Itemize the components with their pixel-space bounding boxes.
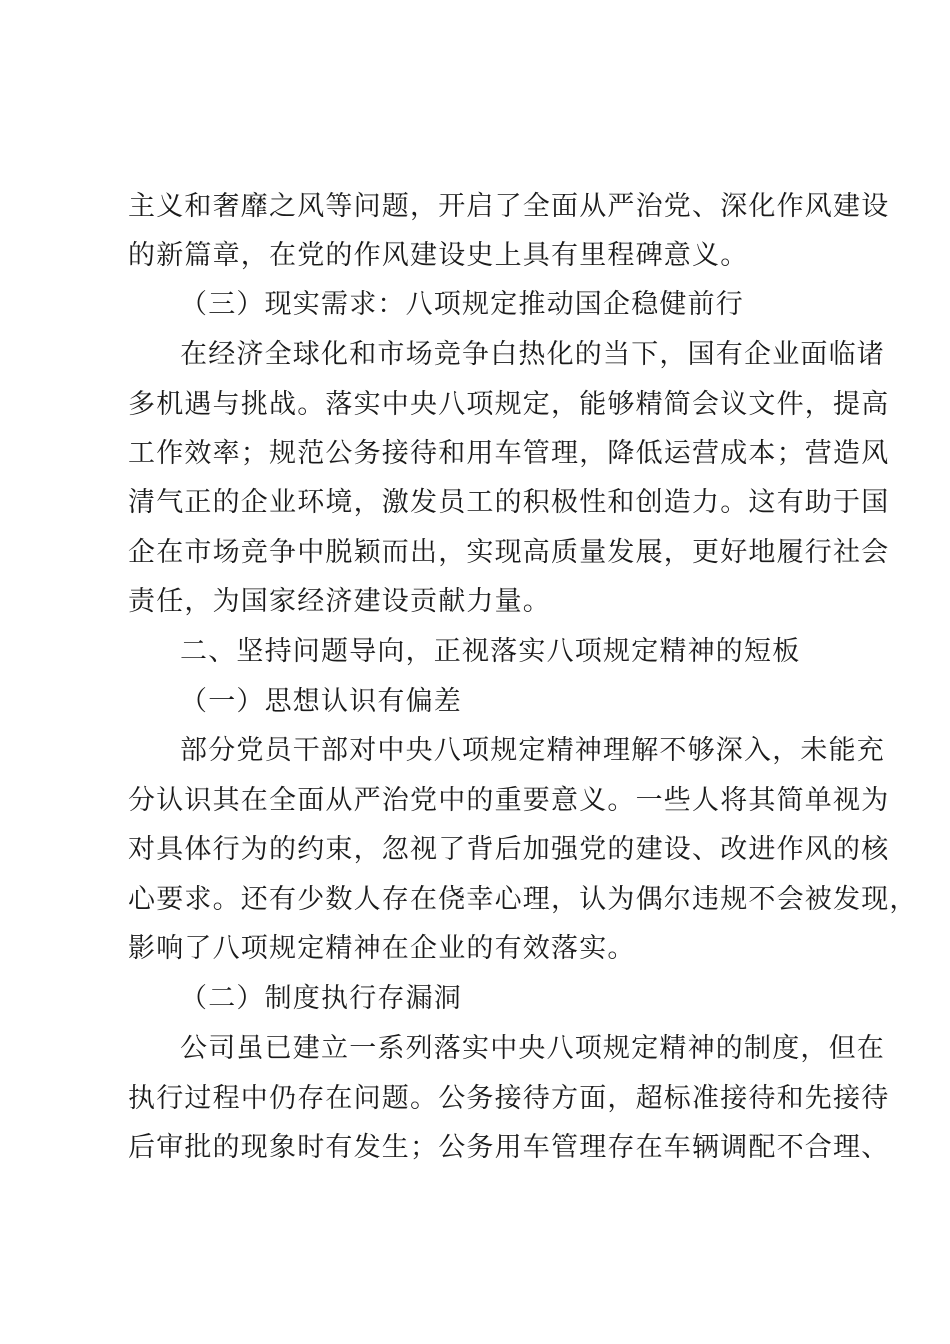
text-line: 分认识其在全面从严治党中的重要意义。一些人将其简单视为 bbox=[128, 785, 890, 816]
chapter-heading: 二、坚持问题导向，正视落实八项规定精神的短板 bbox=[180, 636, 801, 667]
text-line: 清气正的企业环境，激发员工的积极性和创造力。这有助于国 bbox=[128, 487, 890, 518]
paragraph-start: 公司虽已建立一系列落实中央八项规定精神的制度，但在 bbox=[180, 1033, 885, 1064]
text-line: 企在市场竞争中脱颖而出，实现高质量发展，更好地履行社会 bbox=[128, 537, 890, 568]
text-line: 心要求。还有少数人存在侥幸心理，认为偶尔违规不会被发现， bbox=[128, 884, 918, 915]
text-line: 责任，为国家经济建设贡献力量。 bbox=[128, 586, 551, 617]
text-line: 多机遇与挑战。落实中央八项规定，能够精简会议文件，提高 bbox=[128, 389, 890, 420]
paragraph-start: 在经济全球化和市场竞争白热化的当下，国有企业面临诸 bbox=[180, 339, 885, 370]
section-heading: （一）思想认识有偏差 bbox=[180, 686, 462, 717]
paragraph-start: 部分党员干部对中央八项规定精神理解不够深入，未能充 bbox=[180, 735, 885, 766]
section-heading: （二）制度执行存漏洞 bbox=[180, 983, 462, 1014]
text-line: 后审批的现象时有发生；公务用车管理存在车辆调配不合理、 bbox=[128, 1132, 890, 1163]
text-line: 执行过程中仍存在问题。公务接待方面，超标准接待和先接待 bbox=[128, 1083, 890, 1114]
text-line: 的新篇章，在党的作风建设史上具有里程碑意义。 bbox=[128, 240, 749, 271]
text-line: 主义和奢靡之风等问题，开启了全面从严治党、深化作风建设 bbox=[128, 191, 890, 222]
section-heading: （三）现实需求：八项规定推动国企稳健前行 bbox=[180, 289, 744, 320]
text-line: 对具体行为的约束，忽视了背后加强党的建设、改进作风的核 bbox=[128, 834, 890, 865]
text-line: 影响了八项规定精神在企业的有效落实。 bbox=[128, 933, 636, 964]
text-line: 工作效率；规范公务接待和用车管理，降低运营成本；营造风 bbox=[128, 438, 890, 469]
